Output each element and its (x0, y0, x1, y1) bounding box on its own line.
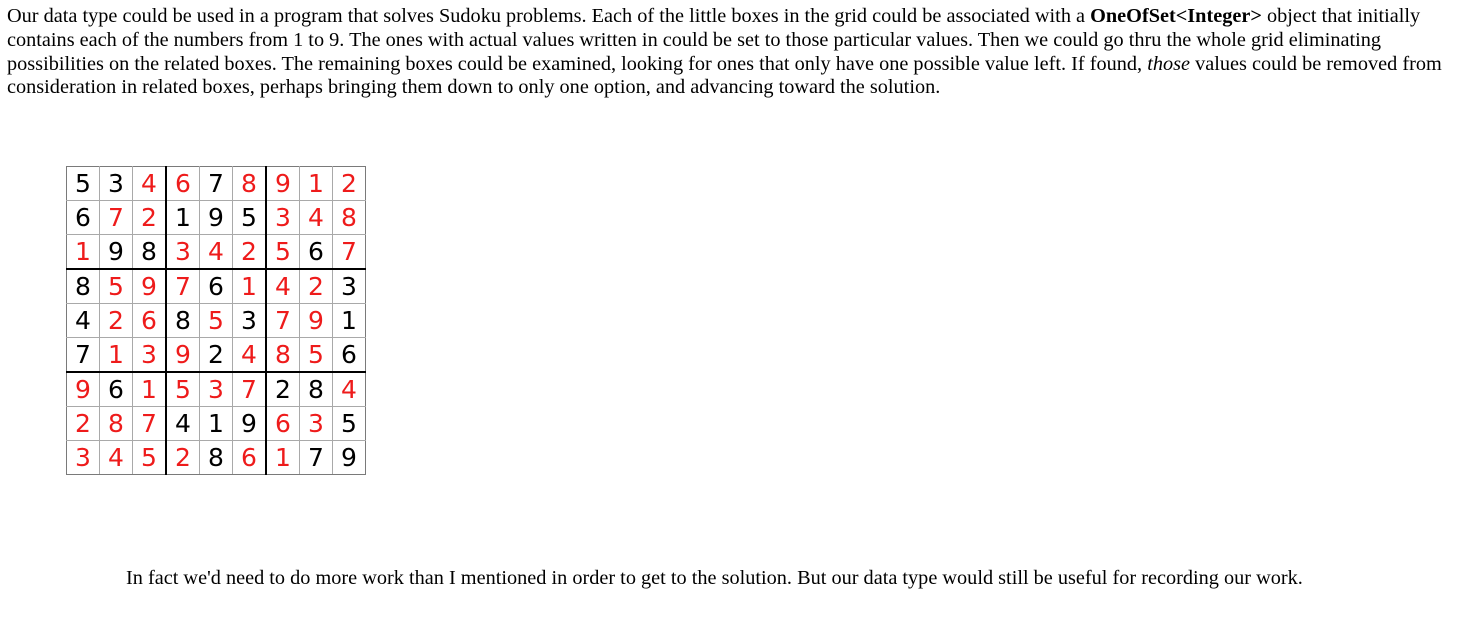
grid-cell: 9 (266, 167, 300, 201)
grid-cell: 7 (100, 201, 133, 235)
grid-cell: 9 (333, 441, 366, 475)
grid-cell: 2 (166, 441, 200, 475)
intro-text-middle: object that initially contains each of the numbers from 1 to 9. The ones with actual values written in could be set to those particular values. Then we could go thru the whole grid eliminating possibilities on the related boxes. The remaining boxes could be examined, looking for ones that only have one possible value left. If found, (7, 5, 1421, 75)
grid-cell: 7 (67, 338, 100, 373)
grid-cell: 6 (266, 407, 300, 441)
grid-cell: 6 (67, 201, 100, 235)
grid-cell: 6 (166, 167, 200, 201)
grid-cell: 5 (300, 338, 333, 373)
grid-row (67, 372, 366, 407)
grid-cell: 5 (233, 201, 267, 235)
grid-row (67, 441, 366, 475)
grid-cell: 7 (300, 441, 333, 475)
grid-cell: 4 (233, 338, 267, 373)
grid-cell: 7 (166, 269, 200, 304)
grid-cell: 3 (133, 338, 167, 373)
grid-cell: 1 (133, 372, 167, 407)
grid-cell: 1 (166, 201, 200, 235)
sudoku-grid (66, 166, 366, 475)
grid-cell: 9 (166, 338, 200, 373)
grid-row (67, 338, 366, 373)
grid-cell: 7 (333, 235, 366, 270)
grid-cell: 9 (133, 269, 167, 304)
grid-cell: 2 (67, 407, 100, 441)
grid-cell: 2 (133, 201, 167, 235)
grid-row (67, 167, 366, 201)
grid-cell: 2 (100, 304, 133, 338)
grid-cell: 3 (266, 201, 300, 235)
grid-cell: 1 (67, 235, 100, 270)
grid-cell: 8 (266, 338, 300, 373)
grid-cell: 3 (200, 372, 233, 407)
grid-cell: 4 (266, 269, 300, 304)
class-name-code: OneOfSet<Integer> (1090, 5, 1262, 27)
grid-cell: 3 (67, 441, 100, 475)
grid-cell: 8 (300, 372, 333, 407)
grid-cell: 1 (333, 304, 366, 338)
grid-cell: 9 (100, 235, 133, 270)
grid-cell: 4 (200, 235, 233, 270)
grid-cell: 5 (266, 235, 300, 270)
grid-cell: 3 (300, 407, 333, 441)
grid-cell: 6 (333, 338, 366, 373)
grid-row (67, 407, 366, 441)
grid-cell: 4 (67, 304, 100, 338)
grid-cell: 9 (233, 407, 267, 441)
grid-cell: 4 (100, 441, 133, 475)
grid-cell: 5 (67, 167, 100, 201)
grid-cell: 8 (133, 235, 167, 270)
grid-cell: 1 (266, 441, 300, 475)
grid-cell: 8 (67, 269, 100, 304)
grid-cell: 3 (100, 167, 133, 201)
grid-cell: 6 (133, 304, 167, 338)
grid-cell: 2 (333, 167, 366, 201)
emphasis-text: those (1147, 52, 1190, 75)
sudoku-grid-body (67, 167, 366, 475)
outro-paragraph: In fact we'd need to do more work than I mentioned in order to get to the solution. But our data type would still be useful for recording our work. (126, 567, 1303, 589)
grid-cell: 4 (166, 407, 200, 441)
grid-cell: 2 (200, 338, 233, 373)
grid-row (67, 304, 366, 338)
grid-cell: 5 (166, 372, 200, 407)
grid-cell: 6 (200, 269, 233, 304)
grid-cell: 4 (133, 167, 167, 201)
grid-cell: 2 (233, 235, 267, 270)
grid-row (67, 201, 366, 235)
grid-cell: 6 (100, 372, 133, 407)
grid-cell: 8 (333, 201, 366, 235)
grid-cell: 6 (300, 235, 333, 270)
grid-cell: 8 (200, 441, 233, 475)
intro-text-after: values could be removed from consideration in related boxes, perhaps bringing them down to only one option, and advancing toward the solution. (7, 52, 1442, 99)
grid-cell: 9 (67, 372, 100, 407)
grid-cell: 6 (233, 441, 267, 475)
grid-cell: 2 (266, 372, 300, 407)
grid-cell: 5 (200, 304, 233, 338)
grid-cell: 7 (266, 304, 300, 338)
grid-cell: 3 (166, 235, 200, 270)
grid-cell: 8 (166, 304, 200, 338)
grid-cell: 4 (333, 372, 366, 407)
grid-cell: 1 (200, 407, 233, 441)
grid-cell: 8 (233, 167, 267, 201)
grid-row (67, 235, 366, 270)
grid-cell: 5 (133, 441, 167, 475)
intro-text-before: Our data type could be used in a program that solves Sudoku problems. Each of the little boxes in the grid could be associated with a (7, 5, 1091, 27)
grid-cell: 3 (233, 304, 267, 338)
grid-cell: 7 (200, 167, 233, 201)
grid-cell: 5 (333, 407, 366, 441)
grid-cell: 2 (300, 269, 333, 304)
grid-cell: 1 (100, 338, 133, 373)
grid-cell: 9 (200, 201, 233, 235)
grid-cell: 7 (133, 407, 167, 441)
grid-cell: 4 (300, 201, 333, 235)
intro-paragraph (7, 5, 1479, 100)
grid-cell: 8 (100, 407, 133, 441)
grid-row (67, 269, 366, 304)
grid-cell: 1 (300, 167, 333, 201)
grid-cell: 7 (233, 372, 267, 407)
grid-cell: 1 (233, 269, 267, 304)
grid-cell: 5 (100, 269, 133, 304)
grid-cell: 3 (333, 269, 366, 304)
grid-cell: 9 (300, 304, 333, 338)
